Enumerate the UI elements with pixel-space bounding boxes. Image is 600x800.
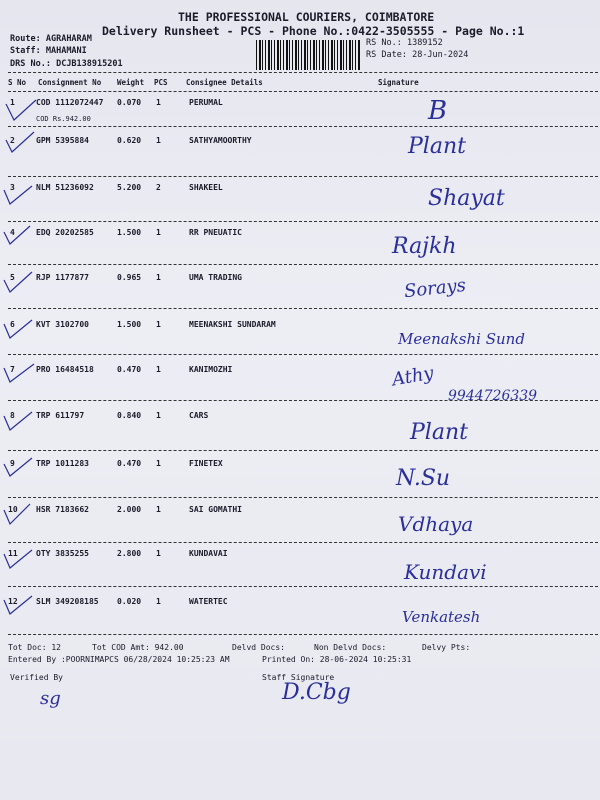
delivered-docs: Delvd Docs:: [232, 643, 285, 652]
row-2-pcs: 1: [156, 136, 161, 145]
row-12-consignee: WATERTEC: [189, 597, 228, 606]
row-12-consignment: SLM 349208185: [36, 597, 99, 606]
row-2-weight: 0.620: [117, 136, 142, 145]
row-10-weight: 2.000: [117, 505, 142, 514]
row-6-pcs: 1: [156, 320, 161, 329]
row-divider: [8, 497, 598, 498]
row-10-signature: Vdhaya: [398, 512, 474, 536]
delivery-points: Delvy Pts:: [422, 643, 471, 652]
col-consignee: Consignee Details: [186, 78, 263, 87]
row-4-consignee: RR PNEUATIC: [189, 228, 242, 237]
row-11-signature: Kundavi: [404, 560, 487, 584]
row-11-sno: 11: [8, 549, 18, 558]
printed-on: Printed On: 28-06-2024 10:25:31: [262, 655, 412, 664]
rs-no-label: RS No.:: [366, 38, 402, 48]
row-11-pcs: 1: [156, 549, 161, 558]
row-7-pcs: 1: [156, 365, 161, 374]
route-value: AGRAHARAM: [45, 34, 92, 44]
row-8-sno: 8: [10, 411, 15, 420]
row-4-signature: Rajkh: [392, 234, 457, 259]
row-1-cod-note: COD Rs.942.00: [36, 115, 91, 123]
row-5-consignment: RJP 1177877: [36, 273, 89, 282]
row-5-sno: 5: [10, 273, 15, 282]
row-divider: [8, 221, 598, 222]
row-9-consignment: TRP 1011283: [36, 459, 89, 468]
row-divider: [8, 634, 598, 635]
row-4-consignment: EDQ 20202585: [36, 228, 94, 237]
row-11-weight: 2.800: [117, 549, 142, 558]
runsheet-subtitle: Delivery Runsheet - PCS - Phone No.:0422-3505555 - Page No.:1: [102, 24, 525, 38]
row-9-sno: 9: [10, 459, 15, 468]
staff-signature-label: Staff Signature: [262, 673, 335, 682]
total-docs: Tot Doc: 12: [8, 643, 61, 652]
row-2-signature: Plant: [408, 134, 466, 159]
row-divider: [8, 400, 598, 401]
verified-by-label: Verified By: [10, 673, 63, 682]
staff-label: Staff:: [10, 46, 41, 56]
row-2-consignee: SATHYAMOORTHY: [189, 136, 252, 145]
row-7-phone: 9944726339: [448, 388, 538, 404]
route-row: [10, 34, 92, 44]
row-divider: [8, 126, 598, 127]
col-consignment: Consignment No: [38, 78, 102, 87]
drs-row: [10, 59, 123, 69]
row-3-consignment: NLM 51236092: [36, 183, 94, 192]
rs-date-row: [366, 50, 468, 60]
rs-date-value: 28-Jun-2024: [412, 50, 469, 60]
row-6-consignee: MEENAKSHI SUNDARAM: [189, 320, 276, 329]
drs-label: DRS No.:: [10, 59, 51, 69]
row-5-signature: Sorays: [403, 274, 467, 303]
rs-no-row: [366, 38, 443, 48]
row-divider: [8, 586, 598, 587]
row-6-consignment: KVT 3102700: [36, 320, 89, 329]
row-1-signature: B: [428, 96, 448, 126]
row-1-pcs: 1: [156, 98, 161, 107]
row-4-sno: 4: [10, 228, 15, 237]
row-divider: [8, 542, 598, 543]
row-2-consignment: GPM 5395884: [36, 136, 89, 145]
row-1-sno: 1: [10, 98, 15, 107]
row-10-consignee: SAI GOMATHI: [189, 505, 242, 514]
tick-marks: [2, 92, 42, 652]
row-6-signature: Meenakshi Sund: [398, 330, 525, 348]
row-3-signature: Shayat: [428, 186, 505, 211]
row-7-signature: Athy: [390, 362, 436, 391]
staff-value: MAHAMANI: [45, 46, 87, 56]
row-5-consignee: UMA TRADING: [189, 273, 242, 282]
row-10-sno: 10: [8, 505, 18, 514]
drs-value: DCJB138915201: [56, 59, 123, 69]
row-divider: [8, 450, 598, 451]
row-9-signature: N.Su: [396, 466, 451, 491]
row-9-pcs: 1: [156, 459, 161, 468]
row-5-pcs: 1: [156, 273, 161, 282]
non-delivered-docs: Non Delvd Docs:: [314, 643, 387, 652]
row-8-pcs: 1: [156, 411, 161, 420]
rs-no-value: 1389152: [406, 38, 443, 48]
row-8-consignee: CARS: [189, 411, 209, 420]
row-11-consignee: KUNDAVAI: [189, 549, 228, 558]
row-4-pcs: 1: [156, 228, 161, 237]
row-11-consignment: OTY 3835255: [36, 549, 89, 558]
row-7-sno: 7: [10, 365, 15, 374]
staff-signature: D.Cbg: [282, 680, 351, 705]
row-3-weight: 5.200: [117, 183, 142, 192]
row-12-sno: 12: [8, 597, 18, 606]
row-3-consignee: SHAKEEL: [189, 183, 223, 192]
row-5-weight: 0.965: [117, 273, 142, 282]
row-divider: [8, 354, 598, 355]
total-cod: Tot COD Amt: 942.00: [92, 643, 184, 652]
row-8-signature: Plant: [410, 420, 468, 445]
row-8-consignment: TRP 611797: [36, 411, 85, 420]
row-8-weight: 0.840: [117, 411, 142, 420]
company-title: THE PROFESSIONAL COURIERS, COIMBATORE: [178, 10, 435, 24]
row-12-pcs: 1: [156, 597, 161, 606]
row-9-consignee: FINETEX: [189, 459, 223, 468]
row-10-pcs: 1: [156, 505, 161, 514]
col-signature: Signature: [378, 78, 419, 87]
entered-by: Entered By :POORNIMAPCS 06/28/2024 10:25:23 AM: [8, 655, 230, 664]
col-weight: Weight: [117, 78, 145, 87]
col-sno: S No: [8, 78, 27, 87]
row-3-pcs: 2: [156, 183, 161, 192]
route-label: Route:: [10, 34, 41, 44]
rs-date-label: RS Date:: [366, 50, 407, 60]
row-1-weight: 0.070: [117, 98, 142, 107]
row-9-weight: 0.470: [117, 459, 142, 468]
row-7-consignment: PRO 16484518: [36, 365, 94, 374]
row-divider: [8, 176, 598, 177]
row-12-weight: 0.020: [117, 597, 142, 606]
row-7-weight: 0.470: [117, 365, 142, 374]
barcode: [256, 40, 360, 70]
row-12-signature: Venkatesh: [402, 608, 481, 626]
row-4-weight: 1.500: [117, 228, 142, 237]
divider-header: [8, 91, 598, 92]
row-10-consignment: HSR 7183662: [36, 505, 89, 514]
row-divider: [8, 308, 598, 309]
row-7-consignee: KANIMOZHI: [189, 365, 233, 374]
row-1-consignment: COD 1112072447: [36, 98, 104, 107]
row-6-sno: 6: [10, 320, 15, 329]
col-pcs: PCS: [154, 78, 168, 87]
row-divider: [8, 264, 598, 265]
row-3-sno: 3: [10, 183, 15, 192]
row-1-consignee: PERUMAL: [189, 98, 223, 107]
staff-row: [10, 46, 87, 56]
row-6-weight: 1.500: [117, 320, 142, 329]
verifier-signature: sg: [40, 688, 61, 709]
divider-top: [8, 72, 598, 73]
row-2-sno: 2: [10, 136, 15, 145]
